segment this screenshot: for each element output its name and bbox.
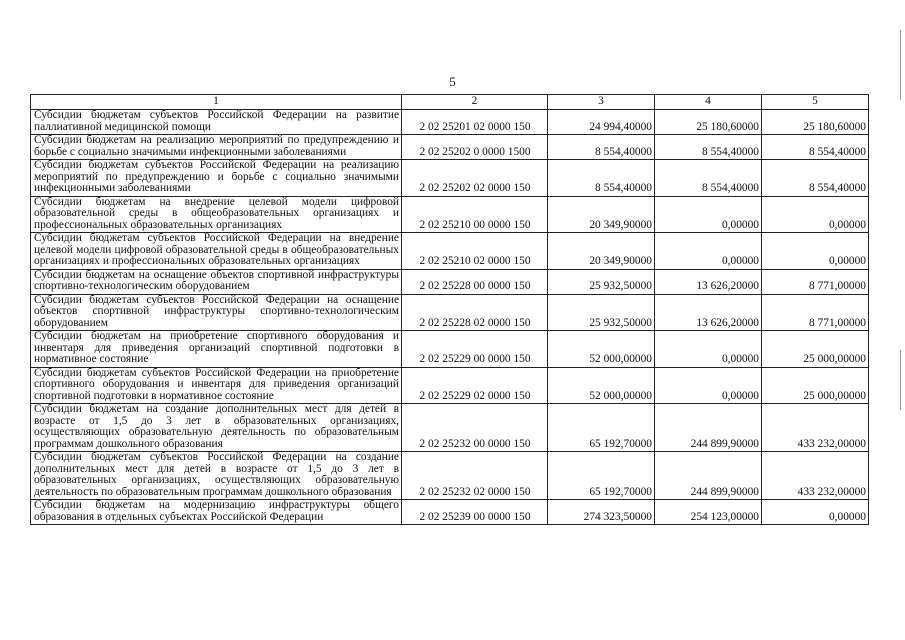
row-description: Субсидии бюджетам субъектов Российской Федерации на внедрение целевой модели цифровой образовательной среды в общеобразовательных организациях и профессиональных образовательных организациях — [31, 233, 402, 270]
row-value-2: 25 180,60000 — [655, 110, 762, 135]
table-row — [31, 233, 869, 270]
row-code: 2 02 25201 02 0000 150 — [402, 110, 548, 135]
table-row — [31, 135, 869, 160]
row-value-2: 0,00000 — [655, 196, 762, 233]
budget-table — [30, 94, 869, 525]
row-code: 2 02 25232 02 0000 150 — [402, 452, 548, 500]
row-code: 2 02 25229 00 0000 150 — [402, 331, 548, 368]
row-value-3: 25 180,60000 — [762, 110, 869, 135]
table-row — [31, 269, 869, 294]
row-value-1: 65 192,70000 — [548, 452, 655, 500]
table-row — [31, 404, 869, 452]
row-value-3: 25 000,00000 — [762, 331, 869, 368]
table-row — [31, 331, 869, 368]
row-description: Субсидии бюджетам субъектов Российской Федерации на реализацию мероприятий по предупреждению и борьбе с социально значимыми инфекционными заболеваниями — [31, 160, 402, 197]
row-value-1: 65 192,70000 — [548, 404, 655, 452]
row-value-2: 254 123,00000 — [655, 500, 762, 525]
row-description: Субсидии бюджетам субъектов Российской Федерации на развитие паллиативной медицинской помощи — [31, 110, 402, 135]
row-value-2: 13 626,20000 — [655, 269, 762, 294]
header-cell-2: 2 — [402, 95, 548, 110]
row-value-3: 433 232,00000 — [762, 404, 869, 452]
row-value-3: 0,00000 — [762, 196, 869, 233]
row-value-1: 274 323,50000 — [548, 500, 655, 525]
header-cell-3: 3 — [548, 95, 655, 110]
row-description: Субсидии бюджетам на реализацию мероприятий по предупреждению и борьбе с социально значимыми инфекционными заболеваниями — [31, 135, 402, 160]
row-value-1: 25 932,50000 — [548, 269, 655, 294]
row-description: Субсидии бюджетам на оснащение объектов спортивной инфраструктуры спортивно-технологическим оборудованием — [31, 269, 402, 294]
row-code: 2 02 25228 00 0000 150 — [402, 269, 548, 294]
row-value-3: 8 771,00000 — [762, 269, 869, 294]
table-row — [31, 160, 869, 197]
row-value-3: 8 554,40000 — [762, 135, 869, 160]
row-description: Субсидии бюджетам на приобретение спортивного оборудования и инвентаря для приведения организаций спортивной подготовки в нормативное состояние — [31, 331, 402, 368]
row-value-2: 13 626,20000 — [655, 294, 762, 331]
row-description: Субсидии бюджетам на внедрение целевой модели цифровой образовательной среды в общеобразовательных организациях и профессиональных образовательных организациях — [31, 196, 402, 233]
row-value-1: 24 994,40000 — [548, 110, 655, 135]
row-description: Субсидии бюджетам на создание дополнительных мест для детей в возрасте от 1,5 до 3 лет в образовательных организациях, осуществляющих образовательную деятельность по образовательным программам дошкольного образования — [31, 404, 402, 452]
row-value-3: 8 771,00000 — [762, 294, 869, 331]
table-row — [31, 196, 869, 233]
row-value-3: 433 232,00000 — [762, 452, 869, 500]
row-value-1: 25 932,50000 — [548, 294, 655, 331]
row-code: 2 02 25239 00 0000 150 — [402, 500, 548, 525]
row-value-2: 244 899,90000 — [655, 404, 762, 452]
row-value-1: 52 000,00000 — [548, 367, 655, 404]
table-row — [31, 452, 869, 500]
table-row — [31, 294, 869, 331]
header-row — [31, 95, 869, 110]
row-code: 2 02 25232 00 0000 150 — [402, 404, 548, 452]
table-row — [31, 110, 869, 135]
row-value-3: 8 554,40000 — [762, 160, 869, 197]
row-value-2: 8 554,40000 — [655, 135, 762, 160]
row-value-2: 244 899,90000 — [655, 452, 762, 500]
row-value-2: 8 554,40000 — [655, 160, 762, 197]
row-code: 2 02 25228 02 0000 150 — [402, 294, 548, 331]
header-cell-4: 4 — [655, 95, 762, 110]
row-code: 2 02 25229 02 0000 150 — [402, 367, 548, 404]
row-value-3: 25 000,00000 — [762, 367, 869, 404]
header-cell-5: 5 — [762, 95, 869, 110]
scan-edge-mark — [900, 350, 901, 410]
row-value-2: 0,00000 — [655, 367, 762, 404]
row-value-2: 0,00000 — [655, 331, 762, 368]
row-value-1: 20 349,90000 — [548, 233, 655, 270]
row-value-1: 8 554,40000 — [548, 160, 655, 197]
page-number: 5 — [449, 74, 456, 89]
row-value-1: 20 349,90000 — [548, 196, 655, 233]
header-cell-1: 1 — [31, 95, 402, 110]
row-value-2: 0,00000 — [655, 233, 762, 270]
row-description: Субсидии бюджетам на модернизацию инфраструктуры общего образования в отдельных субъектах Российской Федерации — [31, 500, 402, 525]
row-description: Субсидии бюджетам субъектов Российской Федерации на создание дополнительных мест для детей в возрасте от 1,5 до 3 лет в образовательных организациях, осуществляющих образовательную деятельность по образовательным программам дошкольного образования — [31, 452, 402, 500]
row-code: 2 02 25202 02 0000 150 — [402, 160, 548, 197]
row-description: Субсидии бюджетам субъектов Российской Федерации на оснащение объектов спортивной инфраструктуры спортивно-технологическим оборудованием — [31, 294, 402, 331]
table-row — [31, 367, 869, 404]
row-code: 2 02 25210 00 0000 150 — [402, 196, 548, 233]
row-value-1: 52 000,00000 — [548, 331, 655, 368]
row-description: Субсидии бюджетам субъектов Российской Федерации на приобретение спортивного оборудования и инвентаря для приведения организаций спортивной подготовки в нормативное состояние — [31, 367, 402, 404]
row-value-3: 0,00000 — [762, 500, 869, 525]
row-code: 2 02 25202 0 0000 1500 — [402, 135, 548, 160]
table-row — [31, 500, 869, 525]
scan-edge-mark — [900, 30, 901, 100]
row-value-1: 8 554,40000 — [548, 135, 655, 160]
row-code: 2 02 25210 02 0000 150 — [402, 233, 548, 270]
row-value-3: 0,00000 — [762, 233, 869, 270]
